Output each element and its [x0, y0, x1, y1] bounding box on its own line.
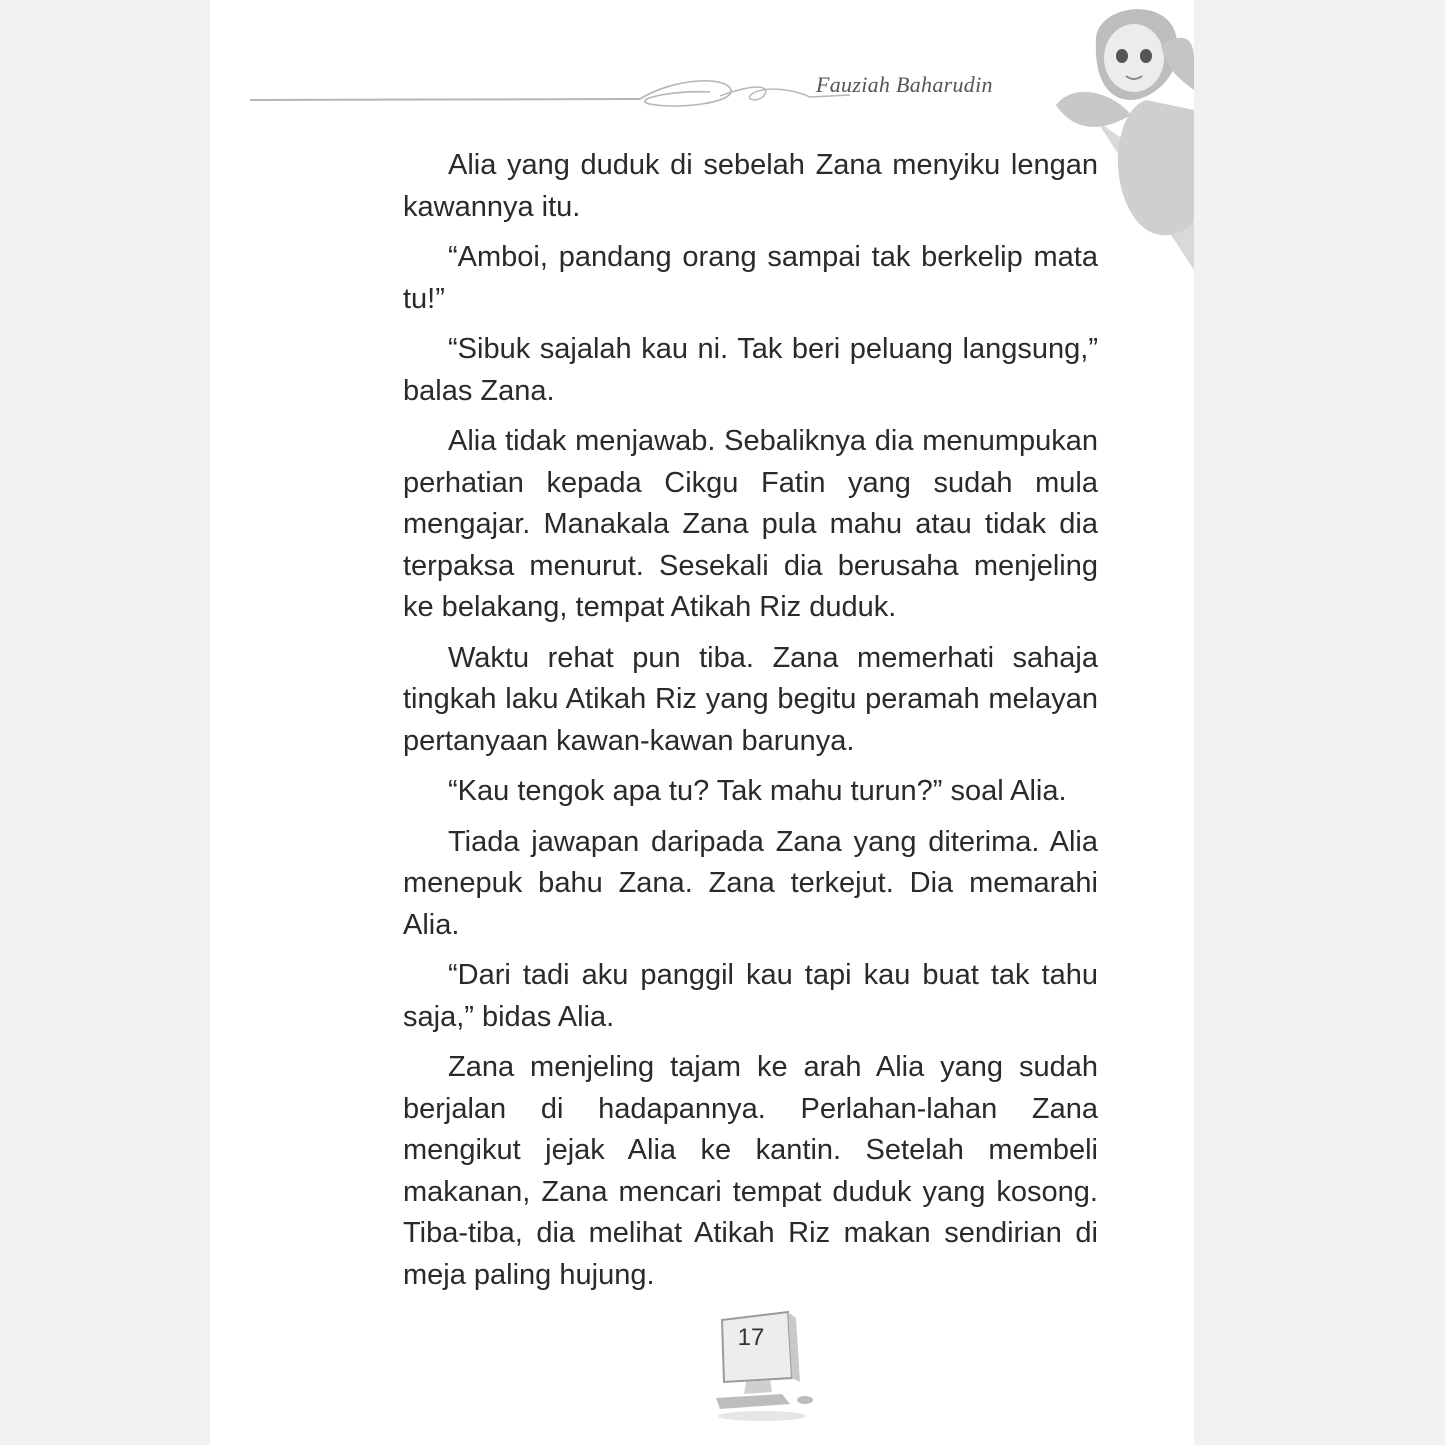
paragraph: Zana menjeling tajam ke arah Alia yang sudah berjalan di hadapannya. Perlahan-lahan Zana mengikut jejak Alia ke kantin. Setelah membeli makanan, Zana mencari tempat duduk yang kosong. Tiba-tiba, dia melihat Atikah Riz makan sendirian di meja paling hujung. — [403, 1051, 1098, 1291]
paragraph: “Kau tengok apa tu? Tak mahu turun?” soal Alia. — [448, 775, 1067, 807]
paragraph: “Amboi, pandang orang sampai tak berkelip mata tu!” — [403, 241, 1098, 315]
book-page — [210, 0, 1194, 1445]
author-name: Fauziah Baharudin — [816, 72, 993, 97]
paragraph: Waktu rehat pun tiba. Zana memerhati sahaja tingkah laku Atikah Riz yang begitu peramah melayan pertanyaan kawan-kawan barunya. — [403, 641, 1098, 757]
paragraph: “Sibuk sajalah kau ni. Tak beri peluang langsung,” balas Zana. — [403, 333, 1098, 407]
page-number: 17 — [737, 1324, 765, 1351]
story-text — [403, 145, 1098, 1305]
paragraph: “Dari tadi aku panggil kau tapi kau buat tak tahu saja,” bidas Alia. — [403, 959, 1098, 1033]
paragraph: Alia tidak menjawab. Sebaliknya dia menumpukan perhatian kepada Cikgu Fatin yang sudah mula mengajar. Manakala Zana pula mahu atau tidak dia terpaksa menurut. Sesekali dia berusaha menjeling ke belakang, tempat Atikah Riz duduk. — [403, 425, 1098, 623]
paragraph: Tiada jawapan daripada Zana yang diterima. Alia menepuk bahu Zana. Zana terkejut. Dia memarahi Alia. — [403, 825, 1098, 941]
paragraph: Alia yang duduk di sebelah Zana menyiku lengan kawannya itu. — [403, 149, 1098, 223]
